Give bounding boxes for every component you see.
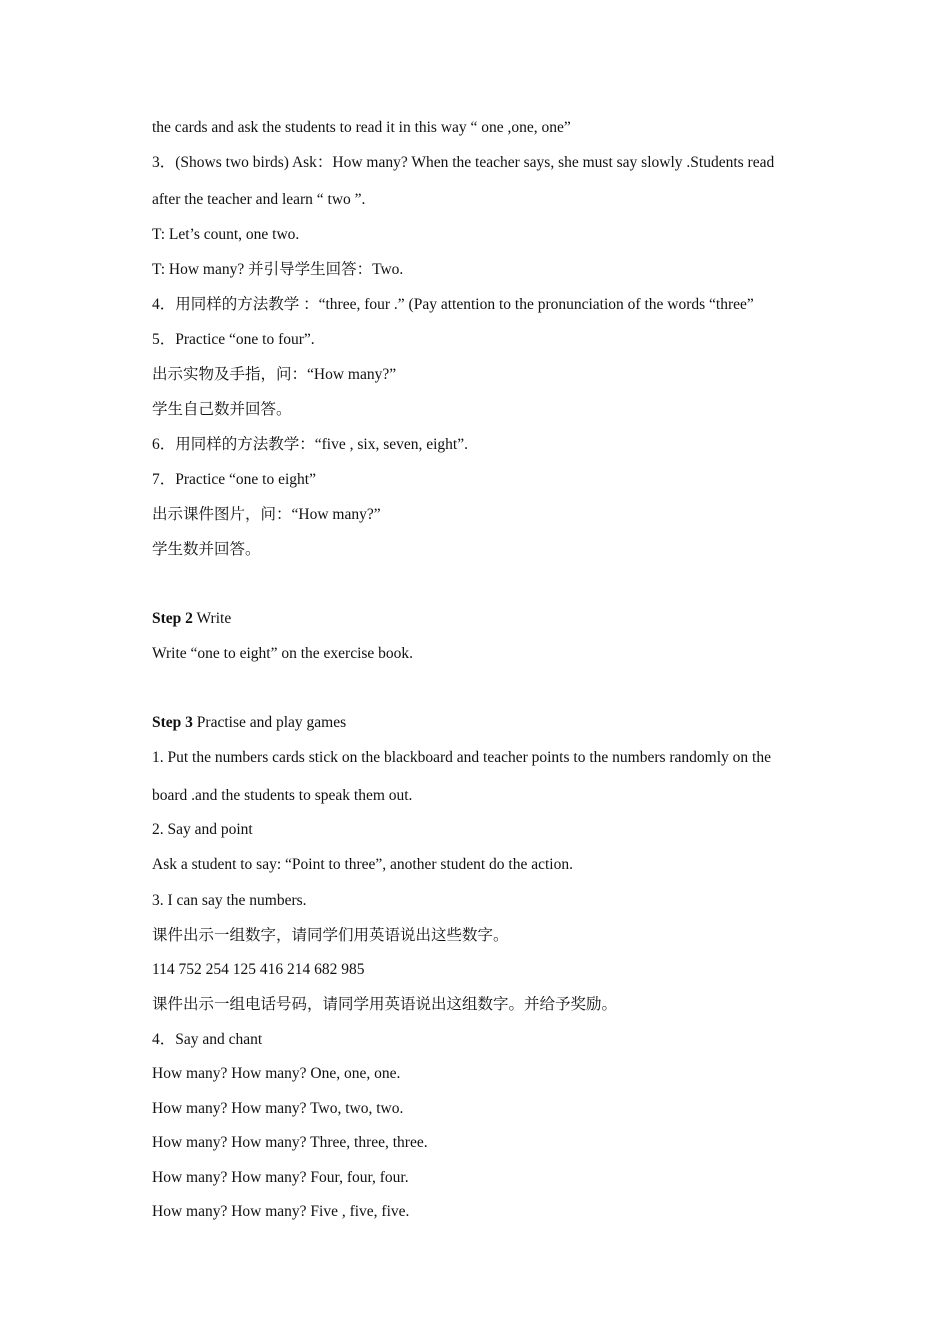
text-line: 课件出示一组数字，请同学们用英语说出这些数字。 [152,927,509,944]
chant-line: How many? How many? One, one, one. [152,1065,401,1082]
text-line: 1. Put the numbers cards stick on the blackboard and teacher points to the numbers randomly on the [152,749,771,766]
text-line: 出示课件图片，问：“How many?” [152,506,381,523]
text-line: board .and the students to speak them out. [152,787,413,804]
text-line: 7．Practice “one to eight” [152,471,316,488]
step-3-heading [152,713,346,733]
text-line: Write “one to eight” on the exercise book. [152,645,414,662]
chant-line: How many? How many? Four, four, four. [152,1169,409,1186]
step-3-label: Step 3 [152,714,193,731]
chant-line: How many? How many? Two, two, two. [152,1100,404,1117]
step-3-title: Practise and play games [196,714,347,731]
text-line: 课件出示一组电话号码，请同学用英语说出这组数字。并给予奖励。 [152,996,618,1013]
text-line: T: How many? 并引导学生回答：Two. [152,261,404,278]
text-line: 5．Practice “one to four”. [152,331,315,348]
text-line: after the teacher and learn “ two ”. [152,191,366,208]
text-line: 3. I can say the numbers. [152,892,307,909]
text-line: 2. Say and point [152,821,253,838]
chant-line: How many? How many? Three, three, three. [152,1134,428,1151]
text-line: T: Let’s count, one two. [152,226,300,243]
text-line: 6．用同样的方法教学：“five , six, seven, eight”. [152,436,468,453]
text-line: Ask a student to say: “Point to three”, another student do the action. [152,856,573,873]
text-line: 3．(Shows two birds) Ask：How many? When the teacher says, she must say slowly .Students read [152,154,775,171]
step-2-heading [152,609,231,629]
number-list: 114 752 254 125 416 214 682 985 [152,961,365,978]
text-line: 学生数并回答。 [152,541,261,558]
text-line: 4．Say and chant [152,1031,263,1048]
step-2-title: Write [196,610,232,627]
text-line: 学生自己数并回答。 [152,401,292,418]
text-line: the cards and ask the students to read it in this way “ one ,one, one” [152,119,571,136]
text-line: 4．用同样的方法教学 ：“three, four .” (Pay attention to the pronunciation of the words “three” [152,296,754,313]
chant-line: How many? How many? Five , five, five. [152,1203,410,1220]
text-line: 出示实物及手指，问：“How many?” [152,366,397,383]
step-2-label: Step 2 [152,610,193,627]
